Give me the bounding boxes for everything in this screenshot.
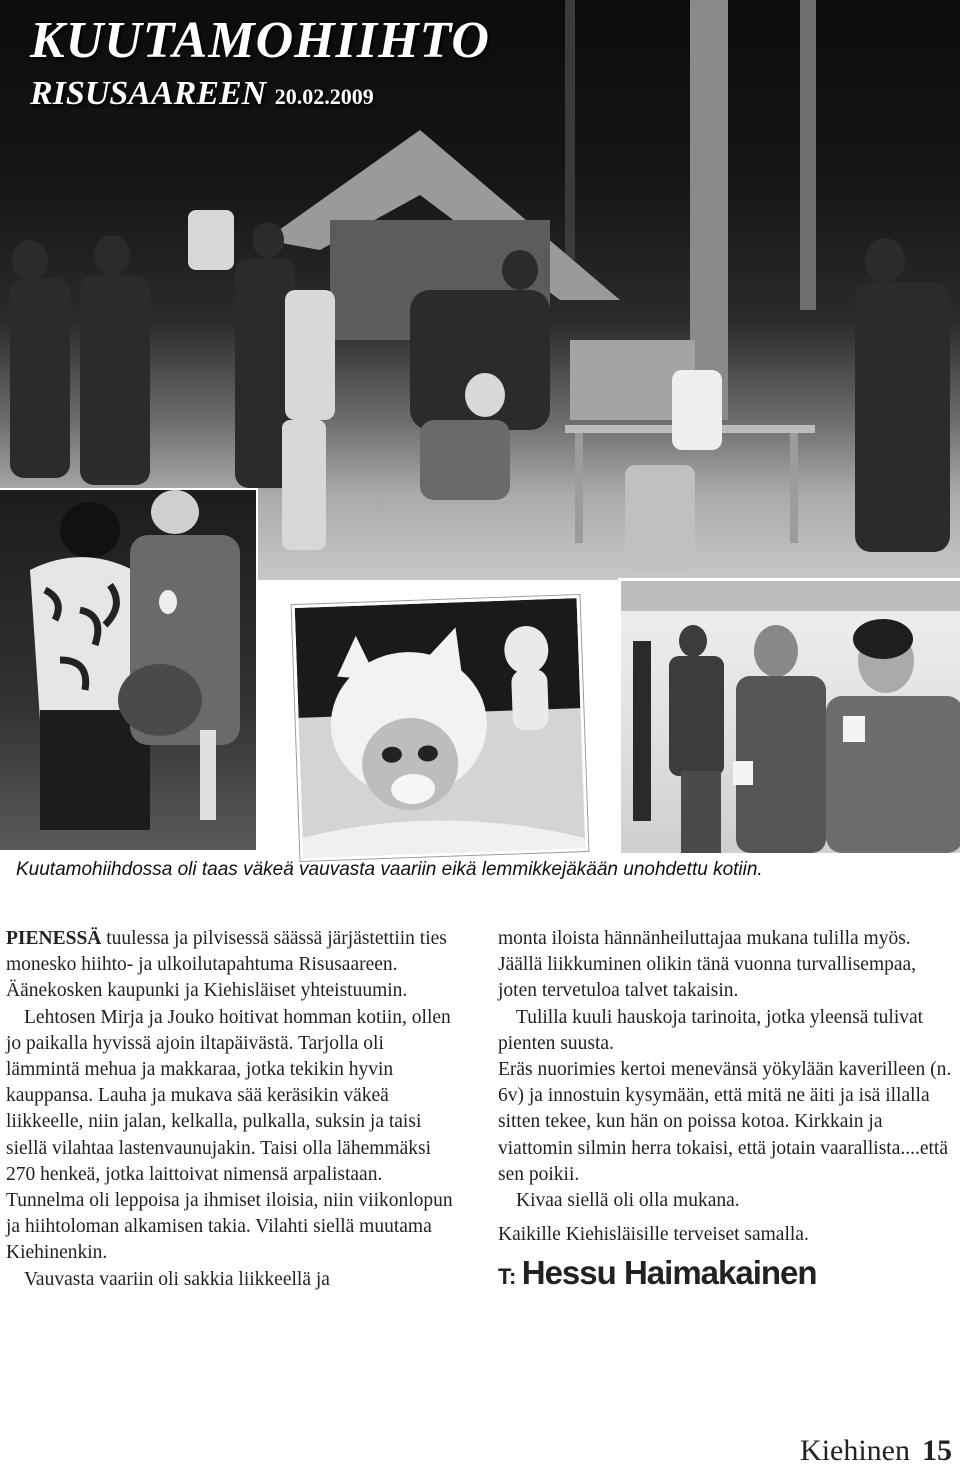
article-paragraph-3: Vauvasta vaariin oli sakkia liikkeellä ja xyxy=(24,1268,330,1290)
paragraph-1-text: tuulessa ja pilvisessä säässä järjästettiin ties monesko hiihto- ja ulkoilutapahtuma Risusaareen. Äänekosken kaupunki ja Kiehisläiset yhteistuumin. xyxy=(6,928,447,1002)
author-byline xyxy=(498,1254,958,1292)
article-right-column xyxy=(498,926,958,1292)
author-prefix: T: xyxy=(498,1264,517,1290)
article-paragraph-7: Kivaa siellä oli olla mukana. xyxy=(516,1190,740,1212)
right-inset-photo xyxy=(618,578,960,853)
article-paragraph-4: monta iloista hännänheiluttajaa mukana tulilla myös. Jäällä liikkuminen olikin tänä vuonna turvallisempaa, joten tervetuloa talvet takaisin. xyxy=(498,928,917,1002)
center-inset-photo xyxy=(292,595,589,861)
greeting-line: Kaikille Kiehisläisille terveiset samalla. xyxy=(498,1224,809,1246)
article-paragraph-2: Lehtosen Mirja ja Jouko hoitivat homman kotiin, ollen jo paikalla hyvissä ajoin iltapäivästä. Tarjolla oli lämmintä mehua ja makkaraa, jotka tekikin hyvin kauppansa. Lauha ja mukava sää keräsikin väkeä liikkeelle, niin jalan, kelkalla, pulkalla, suksin ja taisi siellä vilahtaa lastenvaunujakin. Taisi olla lähemmäksi 270 henkeä, jotka laittoivat nimensä arpalistaan. Tunnelma oli leppoisa ja ihmiset iloisia, niin viikonlopun ja hiihtoloman alkamisen takia. Vilahti siellä muutama Kiehinenkin. xyxy=(6,1006,453,1264)
skiers-on-ice-photo-icon xyxy=(621,581,960,853)
article-left-column xyxy=(6,926,462,1293)
page-number: 15 xyxy=(922,1434,952,1467)
article-title: KUUTAMOHIIHTO xyxy=(30,12,490,69)
page-footer xyxy=(800,1434,952,1468)
article-paragraph-6: Eräs nuorimies kertoi menevänsä yökylään kaverilleen (n. 6v) ja innostuin kysymään, että mitä ne äiti ja isä illalla sitten tekee, kun hän on poissa kotoa. Kirkkain ja viattomin silmin herra tokaisi, että jotain vaarallista....että sen poikii. xyxy=(498,1059,952,1185)
subtitle-place: RISUSAAREEN xyxy=(30,75,267,112)
photo-caption: Kuutamohiihdossa oli taas väkeä vauvasta vaariin eikä lemmikkejäkään unohdettu kotiin. xyxy=(16,859,763,880)
article-paragraph-5: Tulilla kuuli hauskoja tarinoita, jotka yleensä tulivat pienten suusta. xyxy=(498,1006,924,1054)
people-with-dog-photo-icon xyxy=(0,490,256,850)
event-date: 20.02.2009 xyxy=(274,84,374,109)
article-paragraph-1 xyxy=(6,926,462,1005)
baby-photo-icon xyxy=(295,598,586,858)
lead-word: PIENESSÄ xyxy=(6,928,102,949)
left-inset-photo xyxy=(0,488,258,850)
publication-name: Kiehinen xyxy=(800,1434,910,1467)
author-name: Hessu Haimakainen xyxy=(521,1254,817,1292)
article-subtitle xyxy=(30,74,374,117)
